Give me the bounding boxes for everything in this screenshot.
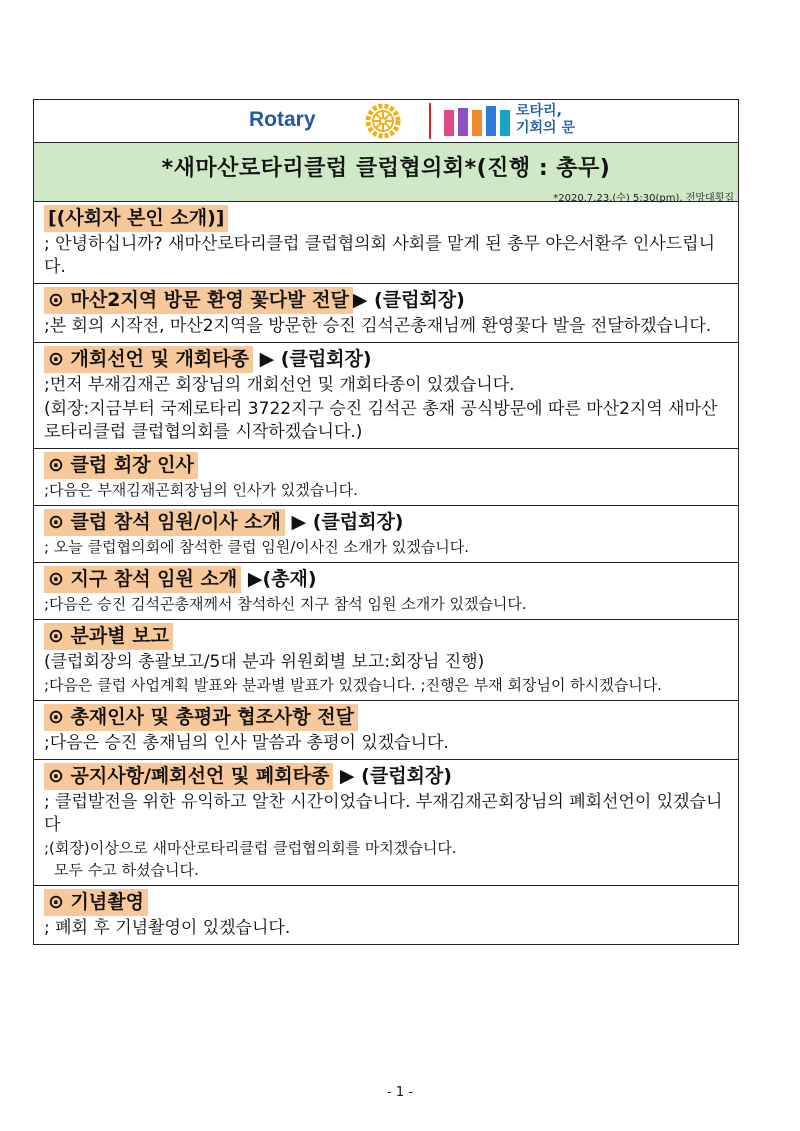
section-committee-reports [34,620,738,701]
section-line: ; 안녕하십니까? 새마산로타리클럽 클럽협의회 사회를 맡게 된 총무 야은서환주 인사드립니다. [44,234,715,277]
section-heading: ⊙ 개회선언 및 개회타종 [44,346,253,373]
section-heading: ⊙ 분과별 보고 [44,623,173,650]
section-line: ;본 회의 시작전, 마산2지역을 방문한 승진 김석곤총재님께 환영꽃다 발을 전달하겠습니다. [44,316,712,336]
brand-slogan [516,103,575,137]
section-tail: ▶ (클럽회장) [252,348,372,370]
rotary-wordmark: Rotary [249,108,316,131]
section-heading: ⊙ 클럽 회장 인사 [44,452,198,479]
section-heading: ⊙ 마산2지역 방문 환영 꽃다발 전달 [44,287,353,314]
section-line: ;다음은 승진 김석곤총재께서 참석하신 지구 참석 임원 소개가 있겠습니다. [44,595,527,613]
program-sheet [33,99,739,945]
section-line: (클럽회장의 총괄보고/5대 분과 위원회별 보고:회장님 진행) [44,652,485,672]
section-heading: ⊙ 공지사항/폐회선언 및 폐회타종 [44,763,333,790]
section-tail: ▶(총재) [241,568,317,590]
section-line: ;다음은 클럽 사업계획 발표와 분과별 발표가 있겠습니다. ;진행은 부재 회장님이 하시겠습니다. [44,676,662,694]
section-line: ; 폐회 후 기념촬영이 있겠습니다. [44,918,291,938]
section-governor-remarks [34,701,738,760]
section-heading: ⊙ 클럽 참석 임원/이사 소개 [44,509,285,536]
section-line: ;다음은 승진 총재님의 인사 말씀과 총평이 있겠습니다. [44,733,449,753]
section-president-greeting [34,449,738,506]
section-heading: [(사회자 본인 소개)] [44,205,228,232]
brand-line-2: 기회의 문 [516,120,575,136]
section-club-officers [34,506,738,563]
section-line: ;먼저 부재김재곤 회장님의 개회선언 및 개회타종이 있겠습니다. [44,375,515,395]
section-line: 모두 수고 하셨습니다. [54,861,199,879]
section-group-photo [34,886,738,944]
section-tail: ▶ (클럽회장) [352,289,465,311]
section-line: ;다음은 부재김재곤회장님의 인사가 있겠습니다. [44,481,358,499]
page-number: - 1 - [387,1085,413,1100]
section-welcome-flowers [34,284,738,343]
title-row [34,143,738,202]
section-closing [34,760,738,886]
section-opening [34,343,738,449]
section-district-officers [34,563,738,620]
section-intro [34,202,738,284]
brand-line-1: 로타리, [516,103,562,119]
section-line: ; 오늘 클럽협의회에 참석한 클럽 임원/이사진 소개가 있겠습니다. [44,538,469,556]
page-title: *새마산로타리클럽 클럽협의회*(진행 : 총무) [161,156,611,181]
divider [429,103,431,139]
doors-logo-icon [442,104,512,138]
section-line: ; 클럽발전을 위한 유익하고 알찬 시간이었습니다. 부재김재곤회장님의 폐회선언이 있겠습니다 [44,792,723,835]
section-heading: ⊙ 지구 참석 임원 소개 [44,566,241,593]
section-heading: ⊙ 총재인사 및 총평과 협조사항 전달 [44,704,358,731]
meeting-date: *2020.7.23.(수) 5:30(pm), 전망대횟집 [553,193,734,204]
section-heading: ⊙ 기념촬영 [44,889,148,916]
section-line: ;(회장)이상으로 새마산로타리클럽 클럽협의회를 마치겠습니다. [44,839,457,857]
section-line: (회장:지금부터 국제로타리 3722지구 승진 김석곤 총재 공식방문에 따른 마산2지역 새마산로타리클럽 클럽협의회를 시작하겠습니다.) [44,399,718,442]
section-tail: ▶ (클럽회장) [284,511,404,533]
section-tail: ▶ (클럽회장) [333,765,452,787]
rotary-wheel-icon [365,103,401,139]
logo-row [34,100,738,143]
